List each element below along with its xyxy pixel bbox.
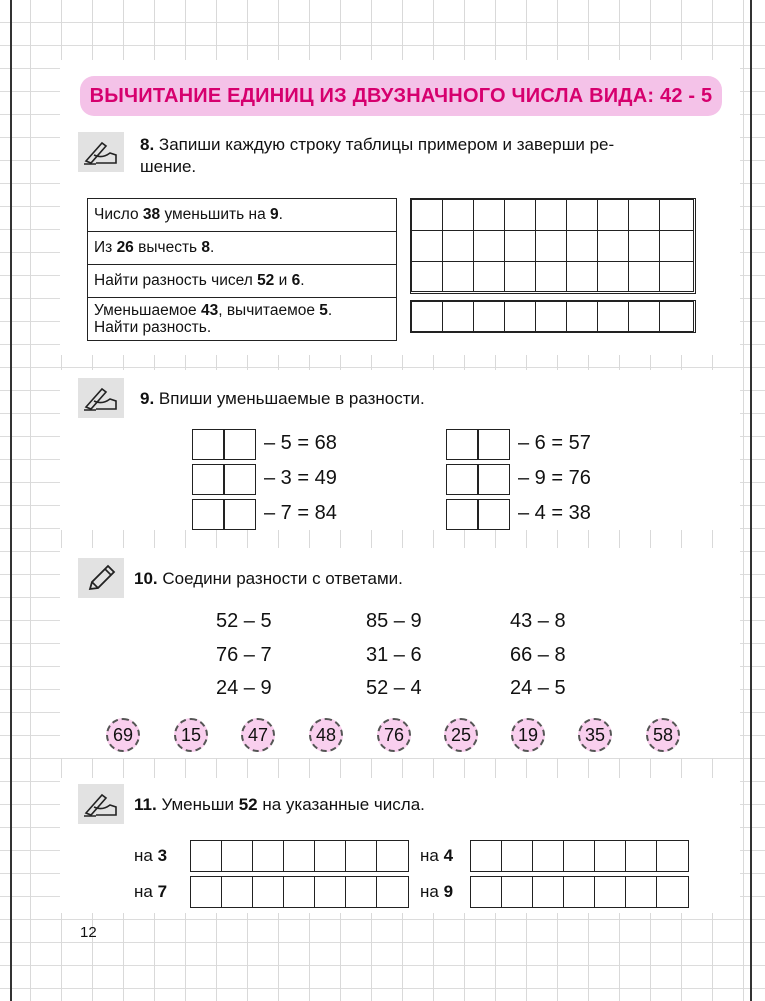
answer-cell[interactable] <box>535 301 567 332</box>
answer-cell[interactable] <box>442 199 474 231</box>
answer-cell[interactable] <box>411 301 443 332</box>
page-number: 12 <box>80 924 97 941</box>
expression: 31 – 6 <box>366 644 422 666</box>
answer-cell[interactable] <box>628 230 660 262</box>
answer-cell[interactable] <box>442 301 474 332</box>
task11-row <box>420 840 689 872</box>
task11-label: на 4 <box>420 846 454 865</box>
answer-cell[interactable] <box>535 261 567 292</box>
task11-text: 11. Уменьши 52 на указанные числа. <box>134 795 425 814</box>
table-row: Уменьшаемое 43, вычитаемое 5. Найти разность. <box>88 298 397 341</box>
answer-circle[interactable]: 76 <box>377 718 411 752</box>
task11-row <box>420 876 689 908</box>
answer-cell[interactable] <box>628 199 660 231</box>
answer-cell[interactable] <box>504 230 536 262</box>
answer-circle[interactable]: 35 <box>578 718 612 752</box>
task8-text <box>140 134 700 178</box>
expression: 43 – 8 <box>510 610 566 632</box>
answer-cell[interactable] <box>659 261 694 292</box>
task9-instruction: Впиши уменьшаемые в разности. <box>158 389 425 408</box>
minuend-box[interactable] <box>192 429 256 460</box>
answer-cells[interactable] <box>190 876 409 908</box>
answer-circle[interactable]: 69 <box>106 718 140 752</box>
minuend-box[interactable] <box>446 464 510 495</box>
minuend-box[interactable] <box>446 499 510 530</box>
answer-cell[interactable] <box>411 199 443 231</box>
equation: – 3 = 49 <box>264 467 337 489</box>
task9-number: 9. <box>140 389 155 408</box>
task11-label: на 3 <box>134 846 168 865</box>
page-border-right <box>750 0 752 1001</box>
answer-cell[interactable] <box>473 199 505 231</box>
task11-row <box>134 876 409 908</box>
task8-line1: Запиши каждую строку таблицы примером и заверши ре- <box>158 135 615 154</box>
answer-cell[interactable] <box>597 301 629 332</box>
task8-number: 8. <box>140 135 155 154</box>
answer-cell[interactable] <box>628 301 660 332</box>
answer-cell[interactable] <box>597 230 629 262</box>
writing-hand-icon <box>78 378 124 418</box>
answer-circle[interactable]: 25 <box>444 718 478 752</box>
writing-hand-icon <box>78 784 124 824</box>
answer-circle[interactable]: 48 <box>309 718 343 752</box>
expression: 52 – 5 <box>216 610 272 632</box>
answer-cell[interactable] <box>504 199 536 231</box>
page-border-left <box>10 0 12 1001</box>
pencil-icon <box>78 558 124 598</box>
task8-table <box>87 198 397 341</box>
page-title: ВЫЧИТАНИЕ ЕДИНИЦ ИЗ ДВУЗНАЧНОГО ЧИСЛА ВИДА: 42 - 5 <box>80 76 722 116</box>
task9-text <box>140 388 425 410</box>
answer-circle[interactable]: 47 <box>241 718 275 752</box>
answer-circle[interactable]: 15 <box>174 718 208 752</box>
table-row: Найти разность чисел 52 и 6. <box>88 265 397 298</box>
answer-cell[interactable] <box>442 230 474 262</box>
answer-cell[interactable] <box>535 199 567 231</box>
task8-answer-grid[interactable] <box>410 198 696 294</box>
answer-cell[interactable] <box>659 230 694 262</box>
expression: 52 – 4 <box>366 677 422 699</box>
equation: – 9 = 76 <box>518 467 591 489</box>
minuend-box[interactable] <box>192 464 256 495</box>
equation: – 7 = 84 <box>264 502 337 524</box>
answer-cell[interactable] <box>566 301 598 332</box>
answer-cell[interactable] <box>504 261 536 292</box>
equation: – 4 = 38 <box>518 502 591 524</box>
answer-circle[interactable]: 19 <box>511 718 545 752</box>
answer-cell[interactable] <box>566 261 598 292</box>
task10-number: 10. <box>134 569 158 588</box>
expression: 76 – 7 <box>216 644 272 666</box>
expression: 24 – 5 <box>510 677 566 699</box>
answer-cell[interactable] <box>566 199 598 231</box>
minuend-box[interactable] <box>446 429 510 460</box>
answer-cell[interactable] <box>597 199 629 231</box>
answer-cell[interactable] <box>597 261 629 292</box>
equation: – 5 = 68 <box>264 432 337 454</box>
answer-cells[interactable] <box>190 840 409 872</box>
answer-cell[interactable] <box>659 301 694 332</box>
table-row: Число 38 уменьшить на 9. <box>88 199 397 232</box>
answer-cell[interactable] <box>411 261 443 292</box>
expression: 85 – 9 <box>366 610 422 632</box>
task11-label: на 9 <box>420 882 454 901</box>
answer-cells[interactable] <box>470 840 689 872</box>
answer-cell[interactable] <box>535 230 567 262</box>
answer-cells[interactable] <box>470 876 689 908</box>
answer-cell[interactable] <box>473 230 505 262</box>
task8-answer-row4[interactable] <box>410 300 696 333</box>
answer-circle[interactable]: 58 <box>646 718 680 752</box>
expression: 66 – 8 <box>510 644 566 666</box>
task11-label: на 7 <box>134 882 168 901</box>
writing-hand-icon <box>78 132 124 172</box>
table-row: Из 26 вычесть 8. <box>88 232 397 265</box>
equation: – 6 = 57 <box>518 432 591 454</box>
answer-cell[interactable] <box>411 230 443 262</box>
answer-cell[interactable] <box>473 301 505 332</box>
task10-instruction: Соедини разности с ответами. <box>162 569 403 588</box>
task11-row <box>134 840 409 872</box>
answer-cell[interactable] <box>566 230 598 262</box>
task8-line2: шение. <box>140 157 197 176</box>
answer-cell[interactable] <box>659 199 694 231</box>
expression: 24 – 9 <box>216 677 272 699</box>
minuend-box[interactable] <box>192 499 256 530</box>
answer-cell[interactable] <box>628 261 660 292</box>
answer-cell[interactable] <box>504 301 536 332</box>
task11-number: 11. <box>134 795 157 814</box>
answer-cell[interactable] <box>442 261 474 292</box>
answer-cell[interactable] <box>473 261 505 292</box>
task10-text <box>134 568 403 590</box>
